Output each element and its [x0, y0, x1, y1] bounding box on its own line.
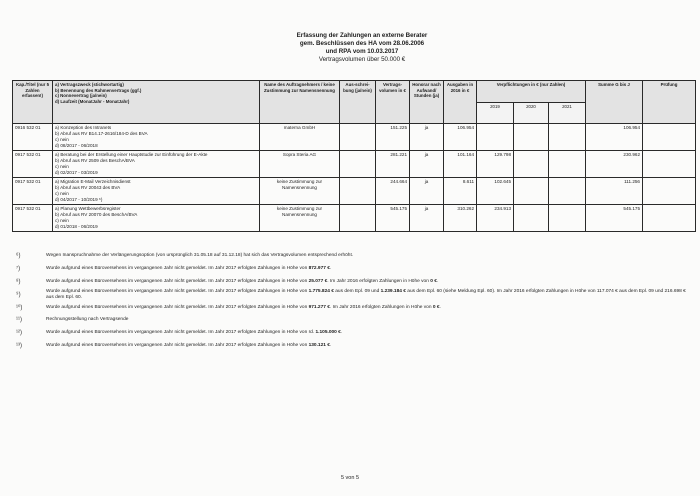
footnote: [16, 276, 691, 289]
footnote-mid: .: [329, 266, 332, 272]
zweck-line-d: d) 01/2018 - 06/2019: [55, 224, 98, 229]
col-year-2019: 2019: [477, 102, 514, 124]
footnote-b1: 1.105.000 €: [315, 330, 341, 336]
cell-pruefung: [643, 151, 696, 178]
zweck-line-a: a) Planung Wettbewerbsregister: [55, 206, 121, 211]
cell-2019: 234.913: [477, 205, 514, 232]
cell-summe: 230.962: [586, 151, 643, 178]
cell-ausschreibung: [340, 178, 376, 205]
zweck-line-c: c) nein: [55, 137, 69, 142]
col-ausgaben: Ausgaben in 2016 in €: [444, 81, 477, 124]
footnote-text: [46, 266, 691, 272]
col-verpflichtungen: Verpflichtungen in € (nur Zahlen): [477, 81, 586, 103]
footnote-mark: ⁶): [16, 253, 21, 260]
zweck-line-b: b) Abruf aus RV 20070 des BeschA/BVA: [55, 212, 138, 217]
footnote-pre: Wurde aufgrund eines Büroversehens im vergangenen Jahr nicht gemeldet. Im Jahr 2017 erfolgten Zahlungen in Höhe von: [46, 278, 309, 284]
footnotes: [16, 250, 691, 352]
footnote-b2: 0 €: [430, 278, 437, 284]
cell-ausschreibung: [340, 205, 376, 232]
footnote-mid: aus dem Epl. 09 und: [333, 288, 381, 294]
zweck-line-c: c) nein: [55, 164, 69, 169]
cell-zweck: [53, 205, 260, 232]
cell-zweck: [53, 178, 260, 205]
footnote-text: [46, 305, 691, 311]
col-volumen: Vertrags-volumen in €: [376, 81, 410, 124]
cell-summe: 545.175: [586, 205, 643, 232]
footnote-mark: ⁷): [16, 266, 21, 273]
footnote: [16, 314, 691, 327]
table-header-row: [13, 81, 696, 103]
zweck-line-a: a) Konzeption des Intranets: [55, 125, 112, 130]
cell-zweck: [53, 124, 260, 151]
cell-2021: [549, 178, 586, 205]
footnote-mid: .: [329, 342, 332, 348]
cell-honorar: ja: [410, 151, 444, 178]
cell-volumen: 545.175: [376, 205, 410, 232]
footnote-text: [46, 253, 691, 259]
footnote-b1: 25.077 €: [308, 278, 328, 284]
footnote: [16, 327, 691, 340]
cell-2021: [549, 151, 586, 178]
footnote-b1: 1.775.824 €: [308, 288, 334, 294]
document-title: [240, 32, 484, 64]
footnote-mark: ¹³): [16, 342, 22, 349]
cell-2021: [549, 124, 586, 151]
cell-auftragnehmer: Sopra Steria AG: [260, 151, 340, 178]
col-auftragnehmer: Name des Auftragnehmers / keine Zustimmung zur Namensnennung: [260, 81, 340, 124]
footnote-mid: . Im Jahr 2016 erfolgten Zahlungen in Höhe von: [327, 278, 431, 284]
zweck-line-c: c) nein: [55, 191, 69, 196]
cell-kap: 0917 532 01: [13, 151, 53, 178]
title-line-2: gem. Beschlüssen des HA vom 28.06.2006: [299, 40, 425, 47]
footnote-pre: Wurde aufgrund eines Büroversehens im vergangenen Jahr nicht gemeldet. Im Jahr 2017 erfolgten Zahlungen in Höhe von: [46, 288, 309, 294]
cell-pruefung: [643, 124, 696, 151]
footnote-b1: 130.121 €: [308, 342, 330, 348]
zweck-line-a: a) Beratung bei der Erstellung einer Hauptstudie zur Einführung der E-Akte: [55, 152, 208, 157]
col-summe: Summe G bis J: [586, 81, 643, 124]
zweck-line-c: c) nein: [55, 218, 69, 223]
col-honorar: Honorar nach Aufwand/ Stunden (ja): [410, 81, 444, 124]
footnote-b2: 0 €: [432, 304, 440, 310]
col-pruefung: Prüfung: [643, 81, 696, 124]
footnote: [16, 263, 691, 276]
footnote-pre: Wurde aufgrund eines Büroversehens im vergangenen Jahr nicht gemeldet. Im Jahr 2017 erfolgten Zahlungen in Höhe von rd.: [46, 330, 316, 336]
footnote: [16, 301, 691, 314]
cell-kap: 0917 532 01: [13, 178, 53, 205]
zweck-line-b: b) Abruf aus RV B14.17-2616/184-D des BVA: [55, 131, 148, 136]
footnote-pre: Wurde aufgrund eines Büroversehens im vergangenen Jahr nicht gemeldet. Im Jahr 2017 erfolgten Zahlungen in Höhe von: [46, 304, 309, 310]
footnote-pre: Wegen Inanspruchnahme der Verlängerungsoption (von ursprünglich 31.05.18 auf 31.12.18) hat sich das Vertragsvolumen entsprechend erhöht.: [46, 253, 354, 259]
cell-ausgaben: 101.164: [444, 151, 477, 178]
cell-volumen: 281.221: [376, 151, 410, 178]
cell-pruefung: [643, 178, 696, 205]
cell-summe: 106.954: [586, 124, 643, 151]
cell-2019: 102.645: [477, 178, 514, 205]
cell-auftragnehmer: keine Zustimmung zur Namensnennung: [260, 205, 340, 232]
footnote-mark: ¹²): [16, 330, 22, 337]
footnote-b2: 1.239.184 €: [380, 288, 406, 294]
footnote-mark: ⁹): [16, 291, 21, 298]
footnote-b1: 971.277 €: [308, 304, 330, 310]
cell-honorar: ja: [410, 124, 444, 151]
page-number: 5 von 5: [340, 475, 360, 481]
footnote-text: [46, 289, 691, 301]
footnote-mid: . Im Jahr 2016 erfolgten Zahlungen in Höhe von: [329, 304, 433, 310]
footnote-pre: Rechnungsstellung nach Vertragsende: [46, 317, 129, 323]
table-row: [13, 205, 696, 232]
payments-table: [12, 80, 696, 232]
cell-2019: [477, 124, 514, 151]
footnote-mid: .: [340, 330, 343, 336]
zweck-line-d: d) 02/2017 - 03/2019: [55, 170, 98, 175]
cell-auftragnehmer: materna GmbH: [260, 124, 340, 151]
footnote-mark: ⁸): [16, 278, 21, 285]
cell-auftragnehmer: keine Zustimmung zur Namensnennung: [260, 178, 340, 205]
footnote-post: .: [436, 278, 439, 284]
cell-honorar: ja: [410, 178, 444, 205]
cell-2020: [514, 151, 549, 178]
cell-2020: [514, 178, 549, 205]
footnote: [16, 288, 691, 301]
col-kap: Kap./Titel (nur 5 Zahlen erfassen!): [13, 81, 53, 124]
title-line-4: Vertragsvolumen über 50.000 €: [318, 56, 406, 63]
footnote-pre: Wurde aufgrund eines Büroversehens im vergangenen Jahr nicht gemeldet. Im Jahr 2017 erfolgten Zahlungen in Höhe von: [46, 266, 309, 272]
zweck-line-b: b) Abruf aus RV 20043 des BVA: [55, 185, 121, 190]
footnote-text: [46, 343, 691, 349]
title-line-3: und RPA vom 10.03.2017: [325, 48, 399, 55]
cell-volumen: 151.225: [376, 124, 410, 151]
cell-zweck: [53, 151, 260, 178]
cell-ausgaben: 106.954: [444, 124, 477, 151]
footnote: [16, 340, 691, 353]
cell-ausschreibung: [340, 151, 376, 178]
footnote-text: [46, 317, 691, 323]
zweck-line-d: d) 04/2017 - 10/2019 ⁶): [55, 197, 103, 202]
footnote-post: .: [439, 304, 441, 310]
cell-2020: [514, 205, 549, 232]
cell-kap: 0917 532 01: [13, 205, 53, 232]
table-row: [13, 124, 696, 151]
footnote-b1: 872.977 €: [308, 266, 330, 272]
cell-honorar: ja: [410, 205, 444, 232]
footnote-pre: Wurde aufgrund eines Büroversehens im vergangenen Jahr nicht gemeldet. Im Jahr 2017 erfolgten Zahlungen in Höhe von: [46, 342, 309, 348]
cell-ausgaben: 8.611: [444, 178, 477, 205]
cell-2019: 129.798: [477, 151, 514, 178]
footnote: [16, 250, 691, 263]
zweck-line-d: d) 08/2017 - 06/2018: [55, 143, 98, 148]
footnote-text: [46, 279, 691, 285]
cell-volumen: 244.664: [376, 178, 410, 205]
col-year-2020: 2020: [514, 102, 549, 124]
col-year-2021: 2021: [549, 102, 586, 124]
zweck-line-b: b) Abruf aus RV 2509 des BeschA/BVA: [55, 158, 135, 163]
footnote-post: aus dem Epl. 60 (siehe Meldung Epl. 60). Im Jahr 2016 erfolgten Zahlungen in Höhe von 117.074 € aus dem Epl. 09 und 216.698 € aus dem Epl. 60.: [46, 288, 686, 300]
col-zweck: a) Vertragszweck (stichwortartig) b) Benennung des Rahmenvertrags (ggf.) c) Nonnevertrag (ja/nein) d) Laufzeit (MonatJahr - MonatJahr): [53, 81, 260, 124]
cell-pruefung: [643, 205, 696, 232]
footnote-text: [46, 330, 691, 336]
footnote-mark: ¹⁰): [16, 304, 23, 311]
cell-summe: 111.256: [586, 178, 643, 205]
cell-ausgaben: 310.262: [444, 205, 477, 232]
table-row: [13, 178, 696, 205]
cell-ausschreibung: [340, 124, 376, 151]
footnote-mark: ¹¹): [16, 317, 22, 324]
cell-2020: [514, 124, 549, 151]
zweck-line-a: a) Migration E-Mail Verzeichnisdienst: [55, 179, 131, 184]
title-line-1: Erfassung der Zahlungen an externe Berater: [296, 32, 428, 39]
table-row: [13, 151, 696, 178]
col-ausschreibung: Aus-schrei-bung (ja/nein): [340, 81, 376, 124]
cell-kap: 0916 532 01: [13, 124, 53, 151]
cell-2021: [549, 205, 586, 232]
